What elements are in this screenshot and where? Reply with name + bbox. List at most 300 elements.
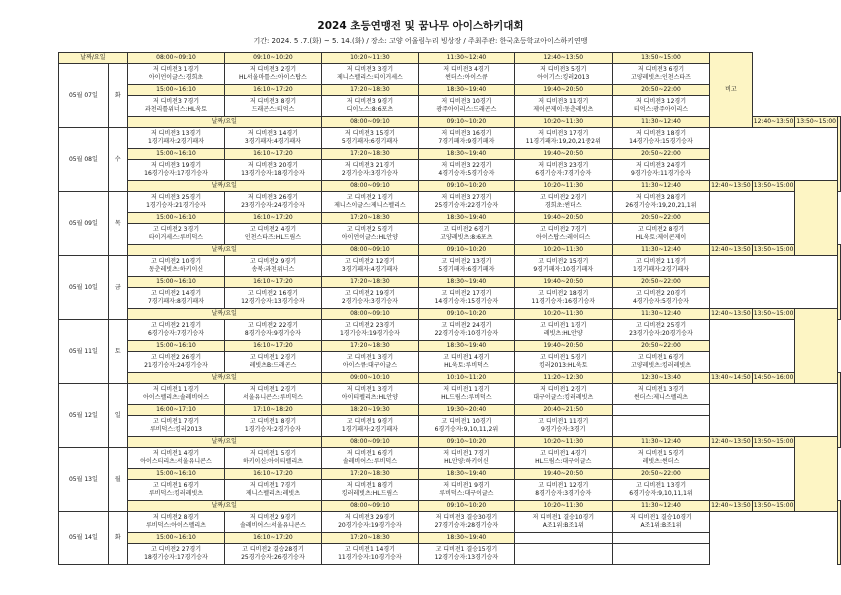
game-teams: 12경기승자:13경기승자 — [241, 298, 305, 305]
remarks-cell — [838, 245, 841, 320]
game-teams: 킹러레빗츠:HL드림스 — [341, 490, 399, 497]
game-cell — [419, 128, 515, 149]
game-title: 고 디비전1 7경기 — [152, 418, 200, 425]
game-cell — [514, 224, 612, 245]
game-cell — [514, 480, 612, 501]
game-teams: 6경기승자:7경기승자 — [535, 170, 592, 177]
time-slot: 15:00~16:10 — [127, 469, 224, 480]
game-cell — [127, 96, 224, 117]
game-title: 고 디비전1 13경기 — [635, 482, 686, 489]
game-teams: 16경기승자:17경기승자 — [144, 170, 208, 177]
game-teams: 루비덕스:아이스펠리츠 — [145, 522, 206, 529]
game-title: 저 디비전1 결승10경기 — [532, 514, 595, 521]
game-cell — [127, 64, 224, 85]
game-title: 저 디비전1 1경기 — [443, 386, 490, 393]
time-slot — [514, 533, 612, 544]
game-teams: 경희초:썬더스 — [544, 202, 582, 209]
schedule-table — [58, 52, 841, 565]
game-teams: 5경기패자:6경기패자 — [438, 266, 495, 273]
game-cell — [514, 320, 612, 341]
game-teams: 1경기패자:2경기패자 — [147, 138, 204, 145]
game-teams: 1경기승자:19경기승자 — [339, 330, 400, 337]
game-cell — [225, 288, 322, 309]
game-cell — [612, 352, 709, 373]
time-slot: 13:40~14:50 — [710, 373, 753, 384]
game-title: 저 디비전1 5경기 — [249, 450, 297, 457]
page-title: 2024 초등연맹전 및 꿈나무 아이스하키대회 — [317, 20, 524, 32]
time-slot: 19:40~20:50 — [514, 277, 612, 288]
game-cell — [514, 448, 612, 469]
game-title: 저 디비전3 7경기 — [152, 98, 200, 105]
game-cell — [514, 256, 612, 277]
game-cell — [612, 416, 709, 437]
game-teams: 5경기패자:6경기패자 — [341, 138, 398, 145]
game-title: 고 디비전2 14경기 — [150, 290, 201, 297]
game-cell — [612, 320, 709, 341]
game-teams: HL욱토:제이콘제이 — [635, 234, 687, 241]
time-slot: 15:00~16:10 — [127, 213, 224, 224]
games-row — [59, 256, 841, 277]
game-teams: 6경기승자:9,10,11,2위 — [434, 426, 499, 433]
game-teams: 11경기패자:19,20,21중2위 — [525, 138, 601, 145]
time-slot: 08:00~09:10 — [127, 53, 224, 64]
game-cell — [225, 128, 322, 149]
game-title — [614, 546, 708, 554]
time-slot: 09:10~10:20 — [419, 501, 515, 512]
game-cell — [321, 288, 418, 309]
game-cell — [419, 160, 515, 181]
game-title: 고 디비전2 5경기 — [346, 226, 394, 233]
time-slot: 09:00~10:10 — [321, 373, 418, 384]
game-cell — [225, 96, 322, 117]
game-title: 저 디비전3 23경기 — [538, 162, 589, 169]
game-teams: 레빗츠:썬더스 — [642, 458, 680, 465]
game-cell — [419, 320, 515, 341]
game-title: 고 디비전1 6경기 — [152, 482, 200, 489]
game-title: 고 디비전2 8경기 — [637, 226, 685, 233]
game-teams: 아이스큐:대구이글스 — [342, 362, 397, 369]
game-title: 고 디비전2 16경기 — [247, 290, 298, 297]
game-cell — [612, 160, 709, 181]
game-title: 저 디비전3 11경기 — [538, 98, 589, 105]
time-slot: 20:50~22:00 — [612, 469, 709, 480]
date-day-label: 날짜/요일 — [127, 245, 321, 256]
time-slot: 11:30~12:40 — [612, 117, 709, 128]
time-slot: 11:30~12:40 — [612, 501, 709, 512]
time-slot: 17:20~18:30 — [321, 469, 418, 480]
game-cell — [514, 352, 612, 373]
game-cell — [514, 64, 612, 85]
game-teams: 솔레비어스:루비덕스 — [342, 458, 397, 465]
game-cell — [225, 256, 322, 277]
weekday-cell: 월 — [108, 448, 127, 512]
time-slot: 09:10~10:20 — [225, 53, 322, 64]
game-teams: 13경기승자:18경기승자 — [241, 170, 305, 177]
game-teams: 광주아이리스:드래곤스 — [436, 106, 497, 113]
game-title: 저 디비전1 4경기 — [152, 450, 200, 457]
time-slot: 16:10~17:20 — [225, 469, 322, 480]
game-cell — [514, 192, 612, 213]
game-teams: 25경기승자:26경기승자 — [241, 554, 305, 561]
time-slot: 15:00~16:10 — [127, 341, 224, 352]
game-title: 저 디비전3 18경기 — [635, 130, 686, 137]
game-cell — [225, 416, 322, 437]
game-teams — [614, 554, 708, 562]
game-teams: 4경기승자:5경기승자 — [632, 298, 689, 305]
game-teams: 레빗츠:HL안양 — [543, 330, 583, 337]
game-cell — [419, 544, 515, 565]
game-teams: HL드림스:루비덕스 — [441, 394, 492, 401]
game-teams: 18경기승자:17경기승자 — [144, 554, 208, 561]
game-title: 저 디비전3 2경기 — [249, 66, 297, 73]
time-slot: 18:30~19:40 — [419, 85, 515, 96]
game-title: 저 디비전3 15경기 — [344, 130, 395, 137]
game-teams: 1경기승자:21경기승자 — [146, 202, 206, 209]
game-cell — [612, 128, 709, 149]
game-title: 고 디비전2 18경기 — [538, 290, 589, 297]
game-cell — [321, 96, 418, 117]
date-day-label: 날짜/요일 — [127, 501, 321, 512]
game-title: 저 디비전3 24경기 — [635, 162, 686, 169]
games-row — [59, 512, 841, 533]
time-slot: 18:30~19:40 — [419, 149, 515, 160]
game-title: 저 디비전3 22경기 — [441, 162, 492, 169]
game-title: 고 디비전2 3경기 — [152, 226, 200, 233]
game-title: 저 디비전1 7경기 — [249, 482, 297, 489]
game-title: 저 디비전3 25경기 — [150, 194, 201, 201]
game-teams: 루비덕스:킹러2013 — [149, 426, 203, 433]
time-slot: 12:40~13:50 — [752, 117, 795, 128]
game-teams: 아이티펠리츠:HL안양 — [341, 394, 399, 401]
game-cell — [127, 416, 224, 437]
game-title: 저 디비전1 2경기 — [540, 386, 587, 393]
game-cell — [127, 352, 224, 373]
game-teams: 4경기승자:5경기승자 — [438, 170, 495, 177]
game-cell — [225, 352, 322, 373]
game-teams: 11경기승자:16경기승자 — [531, 298, 596, 305]
time-slot: 09:10~10:20 — [419, 117, 515, 128]
date-day-label: 날짜/요일 — [59, 53, 128, 64]
game-title: 고 디비전2 21경기 — [150, 322, 201, 329]
game-title: 고 디비전2 19경기 — [344, 290, 395, 297]
games-row — [59, 320, 841, 341]
remarks-cell — [795, 181, 838, 256]
game-title: 고 디비전1 결승15경기 — [435, 546, 498, 553]
game-teams: 9경기승자:11경기승자 — [631, 170, 691, 177]
game-title: 고 디비전1 12경기 — [538, 482, 589, 489]
game-title: 저 디비전3 28경기 — [635, 194, 686, 201]
game-cell — [225, 64, 322, 85]
date-cell: 05월 13일 — [59, 448, 109, 512]
game-title: 고 디비전1 5경기 — [540, 354, 587, 361]
date-day-label: 날짜/요일 — [127, 309, 321, 320]
game-title: 고 디비전2 6경기 — [443, 226, 490, 233]
time-row — [59, 277, 841, 288]
date-cell: 05월 09일 — [59, 192, 109, 256]
game-title: 고 디비전2 4경기 — [249, 226, 297, 233]
time-slot: 15:00~16:10 — [127, 277, 224, 288]
time-slot: 10:20~11:30 — [514, 245, 612, 256]
game-cell — [321, 224, 418, 245]
time-slot: 17:20~18:30 — [321, 277, 418, 288]
game-title: 저 디비전3 결승30경기 — [435, 514, 498, 521]
game-teams: 과천리틀위너스:HL욱토 — [144, 106, 207, 113]
game-teams: 제이콘제이:동춘레빗츠 — [533, 106, 594, 113]
game-title: 저 디비전2 8경기 — [152, 514, 200, 521]
game-teams: 1경기패자:2경기패자 — [632, 266, 689, 273]
day-header-row — [59, 501, 841, 512]
weekday-cell: 토 — [108, 320, 127, 384]
time-slot: 18:30~19:40 — [419, 277, 515, 288]
game-cell — [127, 288, 224, 309]
game-teams: 20경기승자:19경기승자 — [338, 522, 402, 529]
games-row — [59, 544, 841, 565]
game-teams: 아이언이글스:HL안양 — [341, 234, 399, 241]
games-row — [59, 288, 841, 309]
game-cell — [419, 288, 515, 309]
time-slot: 10:20~11:30 — [321, 53, 418, 64]
game-title: 고 디비전2 15경기 — [538, 258, 589, 265]
game-cell — [612, 384, 709, 405]
game-cell — [514, 288, 612, 309]
time-slot: 12:40~13:50 — [710, 245, 753, 256]
game-title: 저 디비전3 17경기 — [538, 130, 589, 137]
game-teams: 23경기승자:24경기승자 — [241, 202, 305, 209]
time-slot: 12:40~13:50 — [710, 501, 753, 512]
time-slot: 19:40~20:50 — [514, 213, 612, 224]
time-slot: 17:20~18:30 — [321, 149, 418, 160]
game-teams: 21경기승자:24경기승자 — [144, 362, 208, 369]
game-title: 저 디비전3 8경기 — [249, 98, 297, 105]
game-teams: 고양레빗츠:인천스타즈 — [630, 74, 691, 81]
games-row — [59, 416, 841, 437]
game-title: 저 디비전1 1경기 — [152, 386, 200, 393]
game-title: 저 디비전3 12경기 — [635, 98, 686, 105]
game-teams: 3경기패자:4경기패자 — [341, 266, 398, 273]
time-slot: 10:20~11:30 — [514, 181, 612, 192]
game-title: 저 디비전3 14경기 — [247, 130, 298, 137]
game-teams: 디이노스:8:6포츠 — [346, 106, 394, 113]
time-slot — [612, 533, 709, 544]
date-day-label: 날짜/요일 — [127, 181, 321, 192]
time-slot: 19:30~20:40 — [419, 405, 515, 416]
games-row — [59, 192, 841, 213]
game-title: 저 디비전3 3경기 — [346, 66, 394, 73]
game-title: 고 디비전2 7경기 — [540, 226, 587, 233]
game-title: 저 디비전3 27경기 — [441, 194, 492, 201]
game-title: 고 디비전2 20경기 — [635, 290, 686, 297]
game-title: 고 디비전2 12경기 — [344, 258, 395, 265]
game-cell — [127, 256, 224, 277]
game-title: 고 디비전2 23경기 — [344, 322, 395, 329]
game-cell — [225, 448, 322, 469]
remarks-cell — [838, 373, 841, 448]
time-slot: 17:10~18:20 — [225, 405, 322, 416]
time-slot: 10:20~11:30 — [514, 309, 612, 320]
day-header-row — [59, 437, 841, 448]
game-title: 저 디비전3 19경기 — [150, 162, 201, 169]
game-teams: 3경기패자:4경기패자 — [244, 138, 301, 145]
game-teams: HL서울마틀스:아이스탑스 — [239, 74, 307, 81]
game-teams: 아이스펠리츠:솔레비어스 — [143, 394, 209, 401]
date-cell: 05월 12일 — [59, 384, 109, 448]
game-cell — [321, 128, 418, 149]
game-teams: 26경기승자:19,20,21,1위 — [625, 202, 697, 209]
weekday-cell: 화 — [108, 512, 127, 565]
time-slot: 08:00~09:10 — [321, 117, 418, 128]
game-title: 저 디비전3 10경기 — [441, 98, 492, 105]
game-teams: 6경기승자:7경기승자 — [147, 330, 204, 337]
time-row — [59, 533, 841, 544]
game-title: 고 디비전2 1경기 — [346, 194, 394, 201]
game-cell — [127, 448, 224, 469]
game-title: 고 디비전1 4경기 — [540, 450, 587, 457]
time-slot: 13:50~15:00 — [795, 117, 838, 128]
date-cell: 05월 14일 — [59, 512, 109, 565]
time-slot: 08:00~09:10 — [321, 245, 418, 256]
time-slot: 16:10~17:20 — [225, 277, 322, 288]
game-teams: 고양레빗츠:8:6포츠 — [440, 234, 493, 241]
time-slot: 17:20~18:30 — [321, 341, 418, 352]
time-slot: 12:40~13:50 — [710, 309, 753, 320]
game-teams: 1경기패자:2경기패자 — [341, 426, 398, 433]
game-title: 고 디비전1 14경기 — [344, 546, 395, 553]
game-teams: 서울유니콘스:루비덕스 — [242, 394, 303, 401]
game-title: 저 디비전3 6경기 — [637, 66, 685, 73]
time-slot: 11:30~12:40 — [612, 309, 709, 320]
time-slot: 11:30~12:40 — [612, 437, 709, 448]
time-slot: 14:50~16:00 — [752, 373, 795, 384]
time-slot: 20:50~22:00 — [612, 277, 709, 288]
time-row — [59, 405, 841, 416]
game-title: 저 디비전3 26경기 — [247, 194, 298, 201]
game-title: 고 디비전1 3경기 — [346, 354, 394, 361]
game-cell — [225, 224, 322, 245]
game-cell — [419, 256, 515, 277]
time-slot: 16:10~17:20 — [225, 149, 322, 160]
game-cell — [321, 384, 418, 405]
game-cell — [419, 96, 515, 117]
game-title: 고 디비전2 13경기 — [441, 258, 492, 265]
day-header-row — [59, 53, 841, 64]
time-slot: 08:00~09:10 — [321, 181, 418, 192]
game-teams: 솔레비어스:서울유니콘스 — [240, 522, 306, 529]
game-cell — [612, 64, 709, 85]
game-title: 고 디비전1 11경기 — [538, 418, 589, 425]
game-title: 저 디비전1 6경기 — [346, 450, 394, 457]
game-title: 고 디비전1 1경기 — [540, 322, 587, 329]
time-slot: 09:10~10:20 — [419, 181, 515, 192]
game-cell — [612, 448, 709, 469]
game-teams: 7경기패자:8경기패자 — [147, 298, 204, 305]
time-slot: 19:40~20:50 — [514, 341, 612, 352]
time-slot: 20:50~22:00 — [612, 149, 709, 160]
time-row — [59, 149, 841, 160]
game-cell — [514, 128, 612, 149]
games-row — [59, 352, 841, 373]
day-header-row — [59, 245, 841, 256]
game-title: 고 디비전1 4경기 — [443, 354, 490, 361]
time-slot: 09:10~10:20 — [419, 309, 515, 320]
time-slot: 12:40~13:50 — [514, 53, 612, 64]
game-teams: 9경기패자:10경기패자 — [533, 266, 594, 273]
game-title: 저 디비전1 9경기 — [443, 482, 490, 489]
game-teams: 2경기승자:3경기승자 — [341, 170, 398, 177]
game-title: 고 디비전2 10경기 — [150, 258, 201, 265]
game-teams: 7경기패자:9경기패자 — [438, 138, 495, 145]
time-slot: 20:40~21:50 — [514, 405, 612, 416]
date-day-label: 날짜/요일 — [127, 117, 321, 128]
date-cell: 05월 08일 — [59, 128, 109, 192]
game-teams: A조1위:B조1위 — [640, 522, 682, 529]
games-row — [59, 128, 841, 149]
game-teams: HL드림스:대구이글스 — [535, 458, 592, 465]
time-slot: 10:10~11:20 — [419, 373, 515, 384]
time-slot: 13:50~15:00 — [752, 245, 795, 256]
game-cell — [612, 96, 709, 117]
time-slot: 17:20~18:30 — [321, 533, 418, 544]
weekday-cell: 일 — [108, 384, 127, 448]
game-teams: 루비덕스:킹러레빗츠 — [148, 490, 204, 497]
game-cell — [514, 96, 612, 117]
game-teams: 8경기승자:9경기승자 — [244, 330, 301, 337]
game-cell — [225, 512, 322, 533]
game-teams: 타이거세스:루비덕스 — [148, 234, 204, 241]
game-cell — [321, 512, 418, 533]
game-title: 저 디비전3 13경기 — [150, 130, 201, 137]
game-title: 저 디비전1 3경기 — [637, 386, 685, 393]
weekday-cell: 금 — [108, 256, 127, 320]
game-title: 고 디비전1 2경기 — [249, 354, 297, 361]
time-slot: 13:50~15:00 — [752, 501, 795, 512]
time-slot: 16:10~17:20 — [225, 341, 322, 352]
game-teams: 하키이신:아이티펠리츠 — [242, 458, 303, 465]
game-cell — [419, 416, 515, 437]
game-cell — [321, 480, 418, 501]
time-slot — [612, 405, 709, 416]
game-cell — [321, 544, 418, 565]
game-cell — [127, 384, 224, 405]
game-cell — [225, 320, 322, 341]
games-row — [59, 384, 841, 405]
game-teams: 8경기승자:3경기승자 — [535, 490, 592, 497]
game-teams: 23경기승자:20경기승자 — [629, 330, 693, 337]
game-title: 고 디비전2 결승28경기 — [242, 546, 304, 553]
game-cell — [321, 448, 418, 469]
game-cell — [225, 192, 322, 213]
game-teams: 아이언이글스:경희초 — [148, 74, 204, 81]
page-subtitle: 기간: 2024. 5 .7.(화) ~ 5. 14.(화) / 장소: 고양 어울림누리 빙상장 / 주최주관: 한국초등학교아이스하키연맹 — [253, 37, 588, 45]
remarks-cell — [795, 309, 838, 384]
weekday-cell: 화 — [108, 64, 127, 128]
time-slot: 18:30~19:40 — [419, 533, 515, 544]
time-slot: 08:00~09:10 — [321, 501, 418, 512]
remarks-cell — [838, 501, 841, 565]
game-cell — [127, 224, 224, 245]
game-cell — [127, 128, 224, 149]
game-cell — [419, 224, 515, 245]
game-title: 고 디비전2 11경기 — [635, 258, 686, 265]
game-teams: 티억스:광주아이리스 — [633, 106, 689, 113]
time-slot: 20:50~22:00 — [612, 341, 709, 352]
game-cell — [612, 544, 709, 565]
day-header-row — [59, 181, 841, 192]
game-teams: 2경기승자:3경기승자 — [341, 298, 398, 305]
game-title: 고 디비전1 9경기 — [346, 418, 394, 425]
time-slot: 11:30~12:40 — [612, 245, 709, 256]
game-title — [614, 418, 708, 426]
game-title: 저 디비전1 3경기 — [346, 386, 394, 393]
